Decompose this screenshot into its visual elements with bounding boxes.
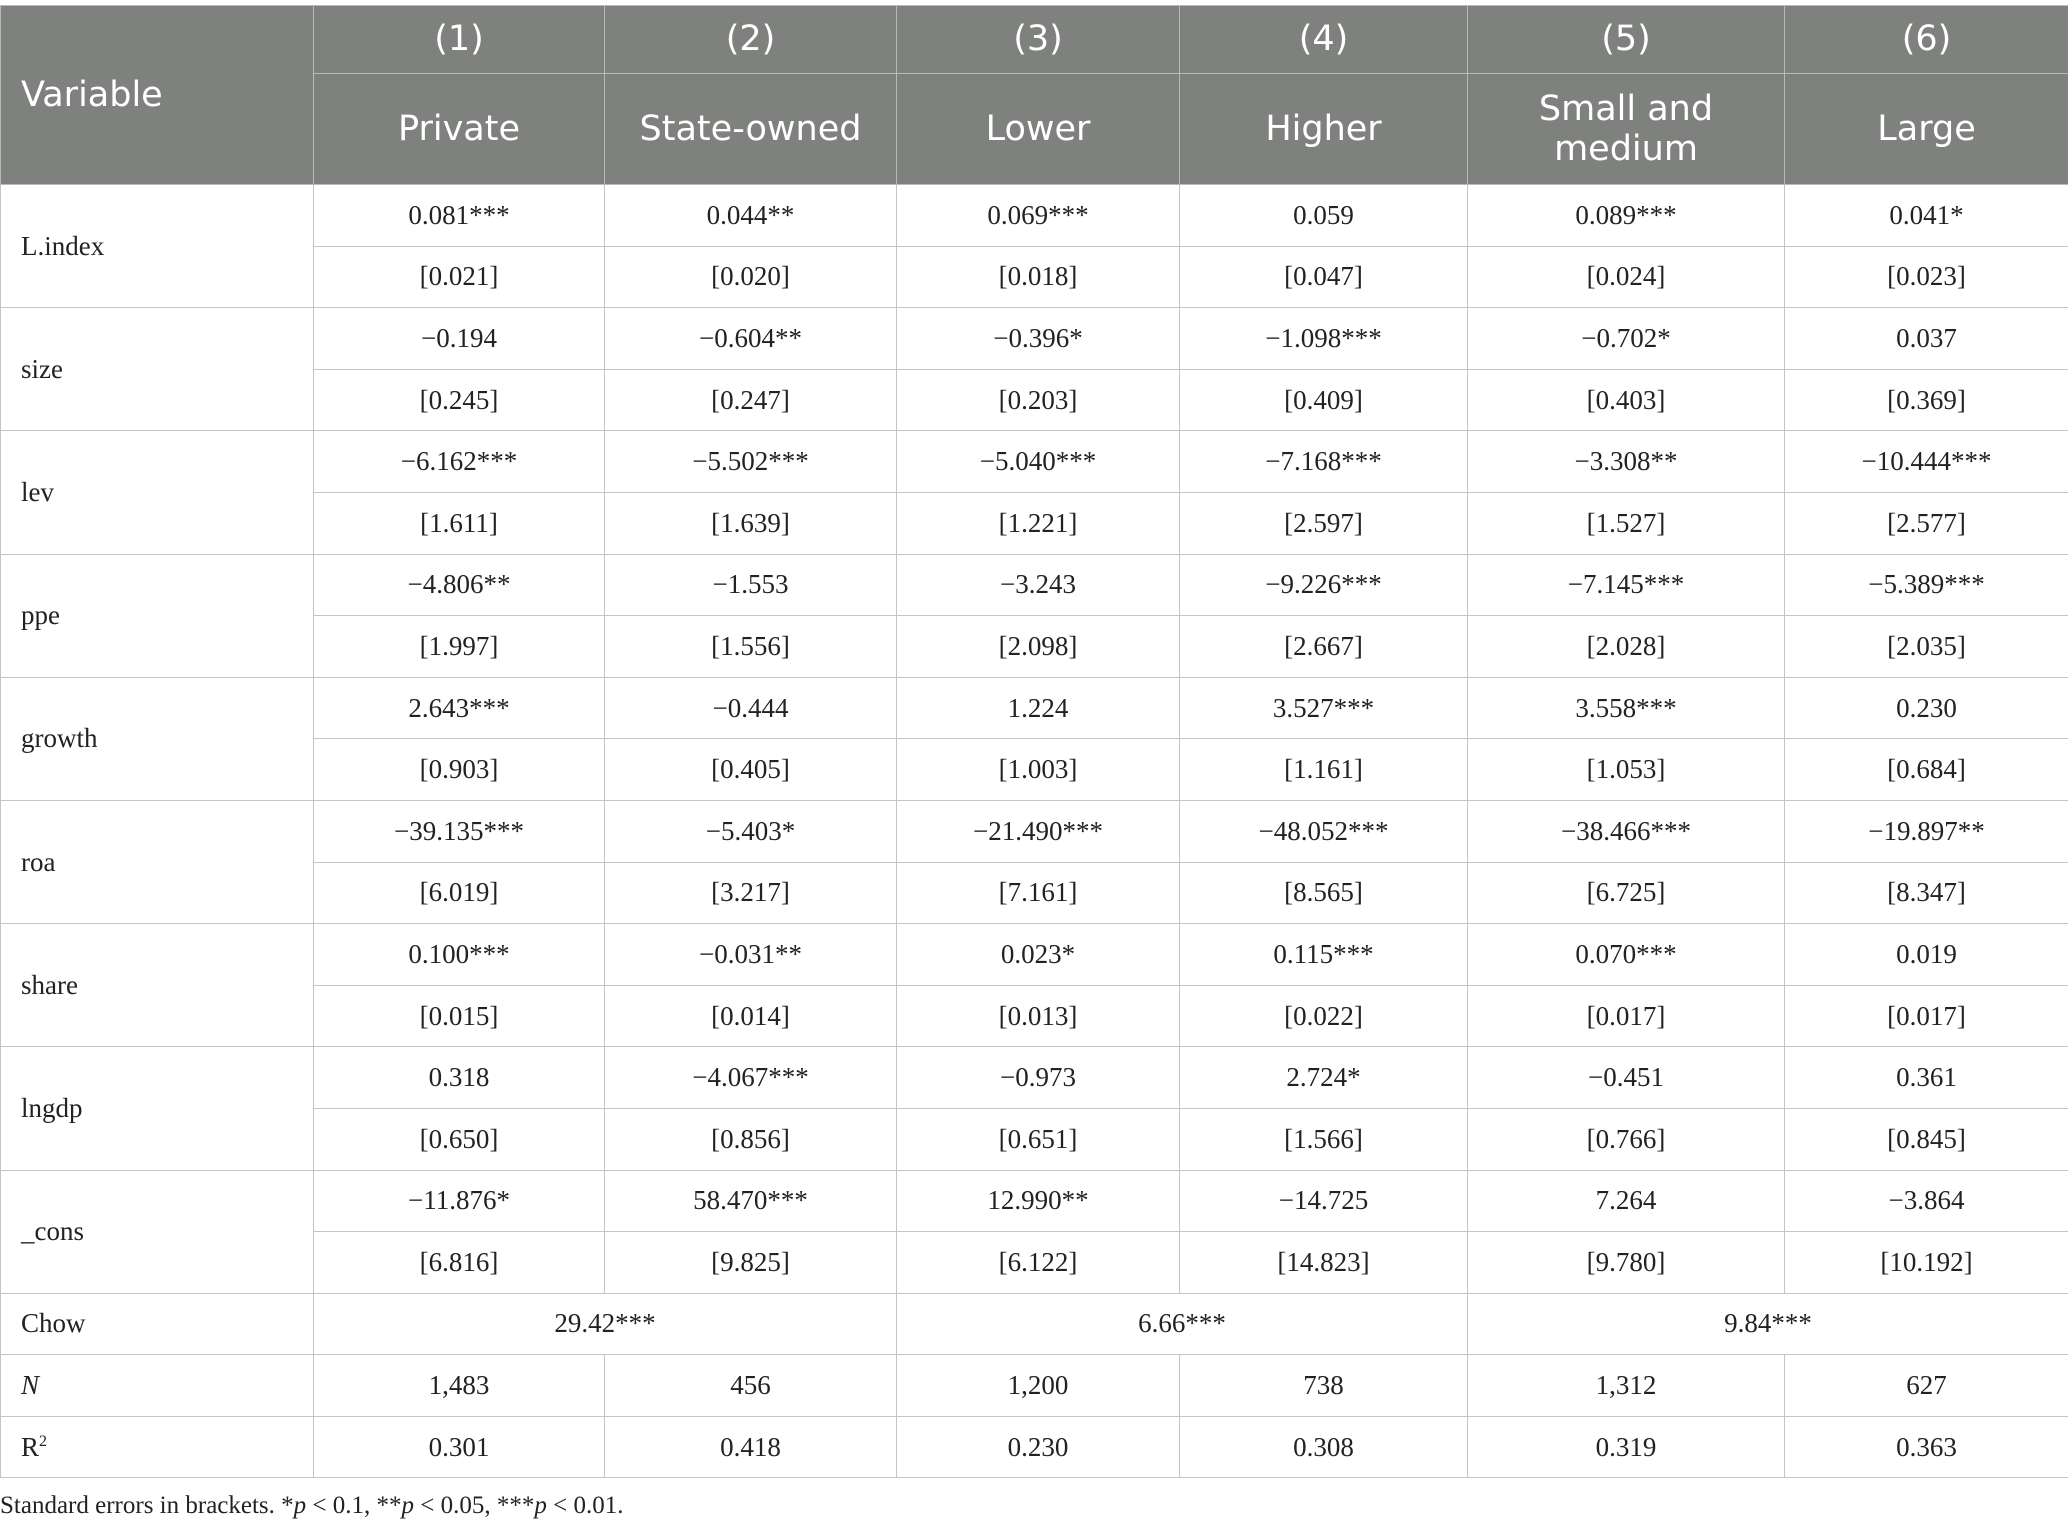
column-name: State-owned — [605, 74, 897, 185]
variable-name: L.index — [1, 185, 314, 308]
std-error-cell: [1.611] — [314, 492, 605, 554]
coefficient-cell: 0.037 — [1785, 308, 2068, 370]
std-error-cell: [0.409] — [1180, 369, 1468, 431]
footnote-p: p — [401, 1492, 415, 1519]
column-number: (1) — [314, 6, 605, 74]
row-label — [1, 1355, 314, 1417]
coefficient-cell: −1.553 — [605, 554, 897, 616]
std-error-cell: [0.651] — [897, 1108, 1180, 1170]
footnote-p: p — [293, 1492, 307, 1519]
coefficient-cell: 0.069*** — [897, 185, 1180, 247]
std-error-cell: [10.192] — [1785, 1232, 2068, 1294]
std-error-cell: [0.022] — [1180, 985, 1468, 1047]
coefficient-cell: −14.725 — [1180, 1170, 1468, 1232]
r2-superscript: 2 — [39, 1432, 48, 1450]
r2-value: 0.418 — [605, 1416, 897, 1478]
column-number: (4) — [1180, 6, 1468, 74]
coefficient-cell: 3.558*** — [1468, 677, 1785, 739]
std-error-cell: [0.247] — [605, 369, 897, 431]
coefficient-cell: −7.168*** — [1180, 431, 1468, 493]
std-error-cell: [1.527] — [1468, 492, 1785, 554]
n-label: N — [21, 1370, 40, 1401]
variable-name: lngdp — [1, 1047, 314, 1170]
coefficient-cell: 1.224 — [897, 677, 1180, 739]
footnote-text: < 0.1, ** — [306, 1492, 402, 1519]
std-error-cell: [6.816] — [314, 1232, 605, 1294]
coefficient-cell: −0.451 — [1468, 1047, 1785, 1109]
coef-row — [1, 1170, 2068, 1232]
column-number: (6) — [1785, 6, 2068, 74]
std-error-cell: [0.403] — [1468, 369, 1785, 431]
coefficient-cell: 0.070*** — [1468, 924, 1785, 986]
coefficient-cell: −0.444 — [605, 677, 897, 739]
column-name: Lower — [897, 74, 1180, 185]
coefficient-cell: −0.973 — [897, 1047, 1180, 1109]
std-error-cell: [0.766] — [1468, 1108, 1785, 1170]
chow-value: 6.66*** — [897, 1293, 1468, 1355]
r2-row — [1, 1416, 2068, 1478]
variable-name: share — [1, 924, 314, 1047]
coefficient-cell: −0.031** — [605, 924, 897, 986]
std-error-cell: [0.903] — [314, 739, 605, 801]
variable-name: lev — [1, 431, 314, 554]
std-error-cell: [0.017] — [1785, 985, 2068, 1047]
coefficient-cell: 0.361 — [1785, 1047, 2068, 1109]
std-error-cell: [9.780] — [1468, 1232, 1785, 1294]
std-error-cell: [8.565] — [1180, 862, 1468, 924]
coefficient-cell: −11.876* — [314, 1170, 605, 1232]
coefficient-cell: 0.230 — [1785, 677, 2068, 739]
std-error-cell: [1.639] — [605, 492, 897, 554]
row-label: Chow — [1, 1293, 314, 1355]
coef-row — [1, 924, 2068, 986]
coefficient-cell: 7.264 — [1468, 1170, 1785, 1232]
n-value: 1,312 — [1468, 1355, 1785, 1417]
std-error-cell: [0.015] — [314, 985, 605, 1047]
coefficient-cell: 0.044** — [605, 185, 897, 247]
std-error-cell: [1.053] — [1468, 739, 1785, 801]
coef-row — [1, 308, 2068, 370]
std-error-cell: [0.023] — [1785, 246, 2068, 308]
variable-header: Variable — [1, 6, 314, 185]
coefficient-cell: 12.990** — [897, 1170, 1180, 1232]
std-error-cell: [2.597] — [1180, 492, 1468, 554]
coefficient-cell: −38.466*** — [1468, 800, 1785, 862]
std-error-cell: [1.566] — [1180, 1108, 1468, 1170]
std-error-cell: [3.217] — [605, 862, 897, 924]
column-name: Higher — [1180, 74, 1468, 185]
n-value: 627 — [1785, 1355, 2068, 1417]
r2-value: 0.363 — [1785, 1416, 2068, 1478]
coefficient-cell: 0.023* — [897, 924, 1180, 986]
r2-value: 0.301 — [314, 1416, 605, 1478]
std-error-cell: [2.028] — [1468, 616, 1785, 678]
std-error-cell: [2.577] — [1785, 492, 2068, 554]
r2-value: 0.319 — [1468, 1416, 1785, 1478]
std-error-cell: [14.823] — [1180, 1232, 1468, 1294]
coefficient-cell: −6.162*** — [314, 431, 605, 493]
std-error-cell: [0.018] — [897, 246, 1180, 308]
row-label — [1, 1416, 314, 1478]
coefficient-cell: −4.806** — [314, 554, 605, 616]
coefficient-cell: −19.897** — [1785, 800, 2068, 862]
n-value: 738 — [1180, 1355, 1468, 1417]
variable-name: roa — [1, 800, 314, 923]
column-name: Large — [1785, 74, 2068, 185]
std-error-cell: [0.650] — [314, 1108, 605, 1170]
coef-row — [1, 554, 2068, 616]
coefficient-cell: −0.702* — [1468, 308, 1785, 370]
std-error-cell: [6.725] — [1468, 862, 1785, 924]
coefficient-cell: 0.019 — [1785, 924, 2068, 986]
std-error-cell: [0.369] — [1785, 369, 2068, 431]
column-number: (5) — [1468, 6, 1785, 74]
std-error-cell: [0.021] — [314, 246, 605, 308]
chow-row — [1, 1293, 2068, 1355]
std-error-cell: [1.221] — [897, 492, 1180, 554]
std-error-cell: [0.013] — [897, 985, 1180, 1047]
std-error-cell: [0.684] — [1785, 739, 2068, 801]
coef-row — [1, 800, 2068, 862]
coefficient-cell: −10.444*** — [1785, 431, 2068, 493]
std-error-cell: [1.161] — [1180, 739, 1468, 801]
std-error-cell: [1.003] — [897, 739, 1180, 801]
r2-value: 0.308 — [1180, 1416, 1468, 1478]
coefficient-cell: −3.308** — [1468, 431, 1785, 493]
r2-value: 0.230 — [897, 1416, 1180, 1478]
coef-row — [1, 677, 2068, 739]
coefficient-cell: 0.115*** — [1180, 924, 1468, 986]
n-row — [1, 1355, 2068, 1417]
coefficient-cell: 0.089*** — [1468, 185, 1785, 247]
coefficient-cell: −1.098*** — [1180, 308, 1468, 370]
coefficient-cell: 2.643*** — [314, 677, 605, 739]
coefficient-cell: 58.470*** — [605, 1170, 897, 1232]
coefficient-cell: −48.052*** — [1180, 800, 1468, 862]
footnote-text: Standard errors in brackets. * — [0, 1492, 294, 1519]
std-error-cell: [8.347] — [1785, 862, 2068, 924]
coefficient-cell: 0.081*** — [314, 185, 605, 247]
n-value: 456 — [605, 1355, 897, 1417]
coef-row — [1, 185, 2068, 247]
regression-table — [0, 5, 2068, 1478]
column-name: Small and medium — [1468, 74, 1785, 185]
r2-label: R — [21, 1431, 40, 1462]
std-error-cell: [0.014] — [605, 985, 897, 1047]
variable-name: growth — [1, 677, 314, 800]
footnote-text: < 0.01. — [546, 1492, 624, 1519]
column-number: (2) — [605, 6, 897, 74]
std-error-cell: [0.020] — [605, 246, 897, 308]
coefficient-cell: 3.527*** — [1180, 677, 1468, 739]
column-number: (3) — [897, 6, 1180, 74]
coefficient-cell: −0.604** — [605, 308, 897, 370]
std-error-cell: [0.856] — [605, 1108, 897, 1170]
coefficient-cell: −5.040*** — [897, 431, 1180, 493]
n-value: 1,200 — [897, 1355, 1180, 1417]
footnote-text: < 0.05, *** — [414, 1492, 535, 1519]
coefficient-cell: −39.135*** — [314, 800, 605, 862]
std-error-cell: [6.019] — [314, 862, 605, 924]
table-header — [1, 6, 2068, 185]
coefficient-cell: −9.226*** — [1180, 554, 1468, 616]
chow-value: 29.42*** — [314, 1293, 897, 1355]
std-error-cell: [0.024] — [1468, 246, 1785, 308]
std-error-cell: [7.161] — [897, 862, 1180, 924]
coefficient-cell: 0.041* — [1785, 185, 2068, 247]
variable-name: size — [1, 308, 314, 431]
std-error-cell: [0.017] — [1468, 985, 1785, 1047]
coefficient-cell: −5.403* — [605, 800, 897, 862]
coefficient-cell: −0.396* — [897, 308, 1180, 370]
table-body — [1, 185, 2068, 1478]
coefficient-cell: 0.059 — [1180, 185, 1468, 247]
std-error-cell: [2.035] — [1785, 616, 2068, 678]
coef-row — [1, 1047, 2068, 1109]
std-error-cell: [2.098] — [897, 616, 1180, 678]
table-footnote — [0, 1492, 623, 1520]
variable-name: _cons — [1, 1170, 314, 1293]
std-error-cell: [0.405] — [605, 739, 897, 801]
std-error-cell: [0.845] — [1785, 1108, 2068, 1170]
coefficient-cell: 2.724* — [1180, 1047, 1468, 1109]
coefficient-cell: −0.194 — [314, 308, 605, 370]
std-error-cell: [1.556] — [605, 616, 897, 678]
coefficient-cell: 0.318 — [314, 1047, 605, 1109]
chow-value: 9.84*** — [1468, 1293, 2068, 1355]
coef-row — [1, 431, 2068, 493]
std-error-cell: [0.245] — [314, 369, 605, 431]
coefficient-cell: −21.490*** — [897, 800, 1180, 862]
std-error-cell: [0.047] — [1180, 246, 1468, 308]
std-error-cell: [0.203] — [897, 369, 1180, 431]
coefficient-cell: −5.389*** — [1785, 554, 2068, 616]
coefficient-cell: −3.243 — [897, 554, 1180, 616]
std-error-cell: [9.825] — [605, 1232, 897, 1294]
std-error-cell: [1.997] — [314, 616, 605, 678]
std-error-cell: [6.122] — [897, 1232, 1180, 1294]
coefficient-cell: −4.067*** — [605, 1047, 897, 1109]
n-value: 1,483 — [314, 1355, 605, 1417]
footnote-p: p — [534, 1492, 547, 1519]
coefficient-cell: 0.100*** — [314, 924, 605, 986]
coefficient-cell: −5.502*** — [605, 431, 897, 493]
std-error-cell: [2.667] — [1180, 616, 1468, 678]
variable-name: ppe — [1, 554, 314, 677]
coefficient-cell: −7.145*** — [1468, 554, 1785, 616]
coefficient-cell: −3.864 — [1785, 1170, 2068, 1232]
column-name: Private — [314, 74, 605, 185]
